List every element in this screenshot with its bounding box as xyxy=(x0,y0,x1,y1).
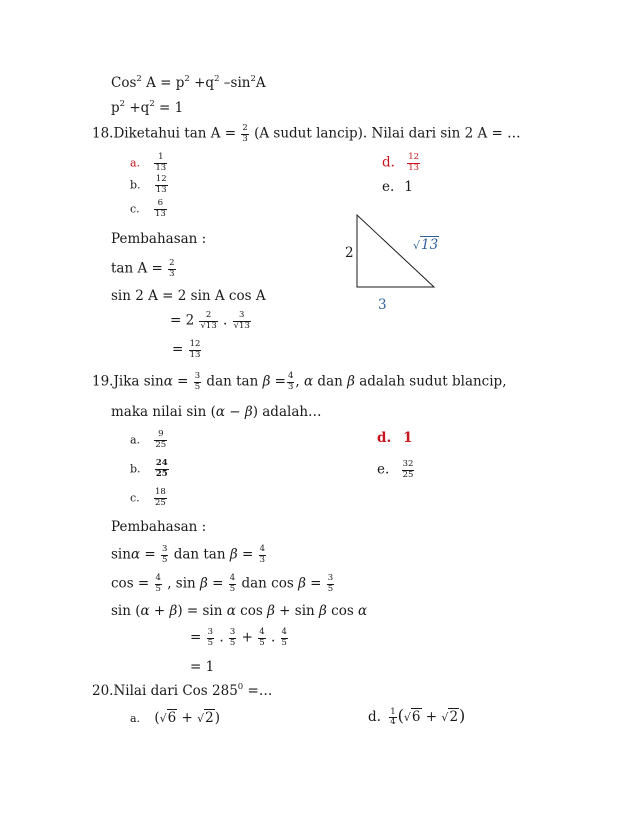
question-number: 20. xyxy=(92,683,114,699)
formula-line-2: $p^2 +q^2 = 1$ xyxy=(111,99,184,116)
q18-step-2: sin 2 A = 2 sin A cos A xyxy=(111,288,266,304)
q18-pembahasan: Pembahasan : xyxy=(111,231,207,247)
triangle-side-bottom: 3 xyxy=(378,297,387,313)
q18-step-1: tan A = $\frac{2}{3}$ xyxy=(111,258,175,279)
question-number: 18. xyxy=(92,125,114,142)
q20-option-a: a. (√6 + √2) xyxy=(130,710,221,726)
question-19-line-2: maka nilai sin (α − β) adalah… xyxy=(111,404,322,420)
q18-option-a: a. $\frac{1}{13}$ xyxy=(130,152,167,173)
q18-option-b: b. $\frac{12}{13}$ xyxy=(130,174,167,195)
q19-option-d: d. 1 xyxy=(377,430,413,446)
q19-step-5: = 1 xyxy=(190,659,215,675)
question-19: 19.Jika sinα = $\frac{3}{5}$ dan tan β = $\frac{4}{3}$ , α dan β adalah sudut blancip, xyxy=(92,371,507,392)
q18-step-4: = $\frac{12}{13}$ xyxy=(172,339,201,360)
q18-option-e: e. 1 xyxy=(382,179,413,195)
q19-pembahasan: Pembahasan : xyxy=(111,519,207,535)
question-18: 18.Diketahui tan A = $\frac{2}{3}$ (A sudut lancip). Nilai dari sin 2 A = … xyxy=(92,123,521,144)
q19-step-2: cos = $\frac{4}{5}$ , sin β = $\frac{4}{5}$ dan cos β = $\frac{3}{5}$ xyxy=(111,573,334,594)
formula-line-1: Cos$^2$ $A = p^2 +q^2$ $-\sin^2A$ xyxy=(111,74,266,91)
q18-option-c: c. $\frac{6}{13}$ xyxy=(130,198,166,219)
question-number: 19. xyxy=(92,373,114,390)
q19-option-a: a. $\frac{9}{25}$ xyxy=(130,429,167,450)
triangle-hypotenuse: √13 xyxy=(413,237,439,253)
q20-option-d: d. $\frac{1}{4}$ (√6 + √2) xyxy=(368,706,466,727)
q19-step-1: sinα = $\frac{3}{5}$ dan tan β = $\frac{4}{3}$ xyxy=(111,544,265,565)
q19-step-3: sin (α + β) = sin α cos β + sin β cos α xyxy=(111,603,368,619)
q18-option-d: d. $\frac{12}{13}$ xyxy=(382,152,420,173)
question-20: 20.Nilai dari Cos $285^0$ =… xyxy=(92,682,273,699)
fraction: $\frac{2}{3}$ xyxy=(242,123,248,144)
q18-step-3: = 2 $\frac{2}{√13}$ . $\frac{3}{√13}$ xyxy=(170,310,250,331)
q19-option-e: e. $\frac{32}{25}$ xyxy=(377,459,414,480)
q19-option-c: c. $\frac{18}{25}$ xyxy=(130,487,166,508)
q19-option-b: b. $\frac{24}{25}$ xyxy=(130,458,168,479)
q19-step-4: = $\frac{3}{5}$ . $\frac{3}{5}$ + $\frac{4}{5}$ . $\frac{4}{5}$ xyxy=(190,627,287,648)
triangle-side-left: 2 xyxy=(345,245,354,261)
